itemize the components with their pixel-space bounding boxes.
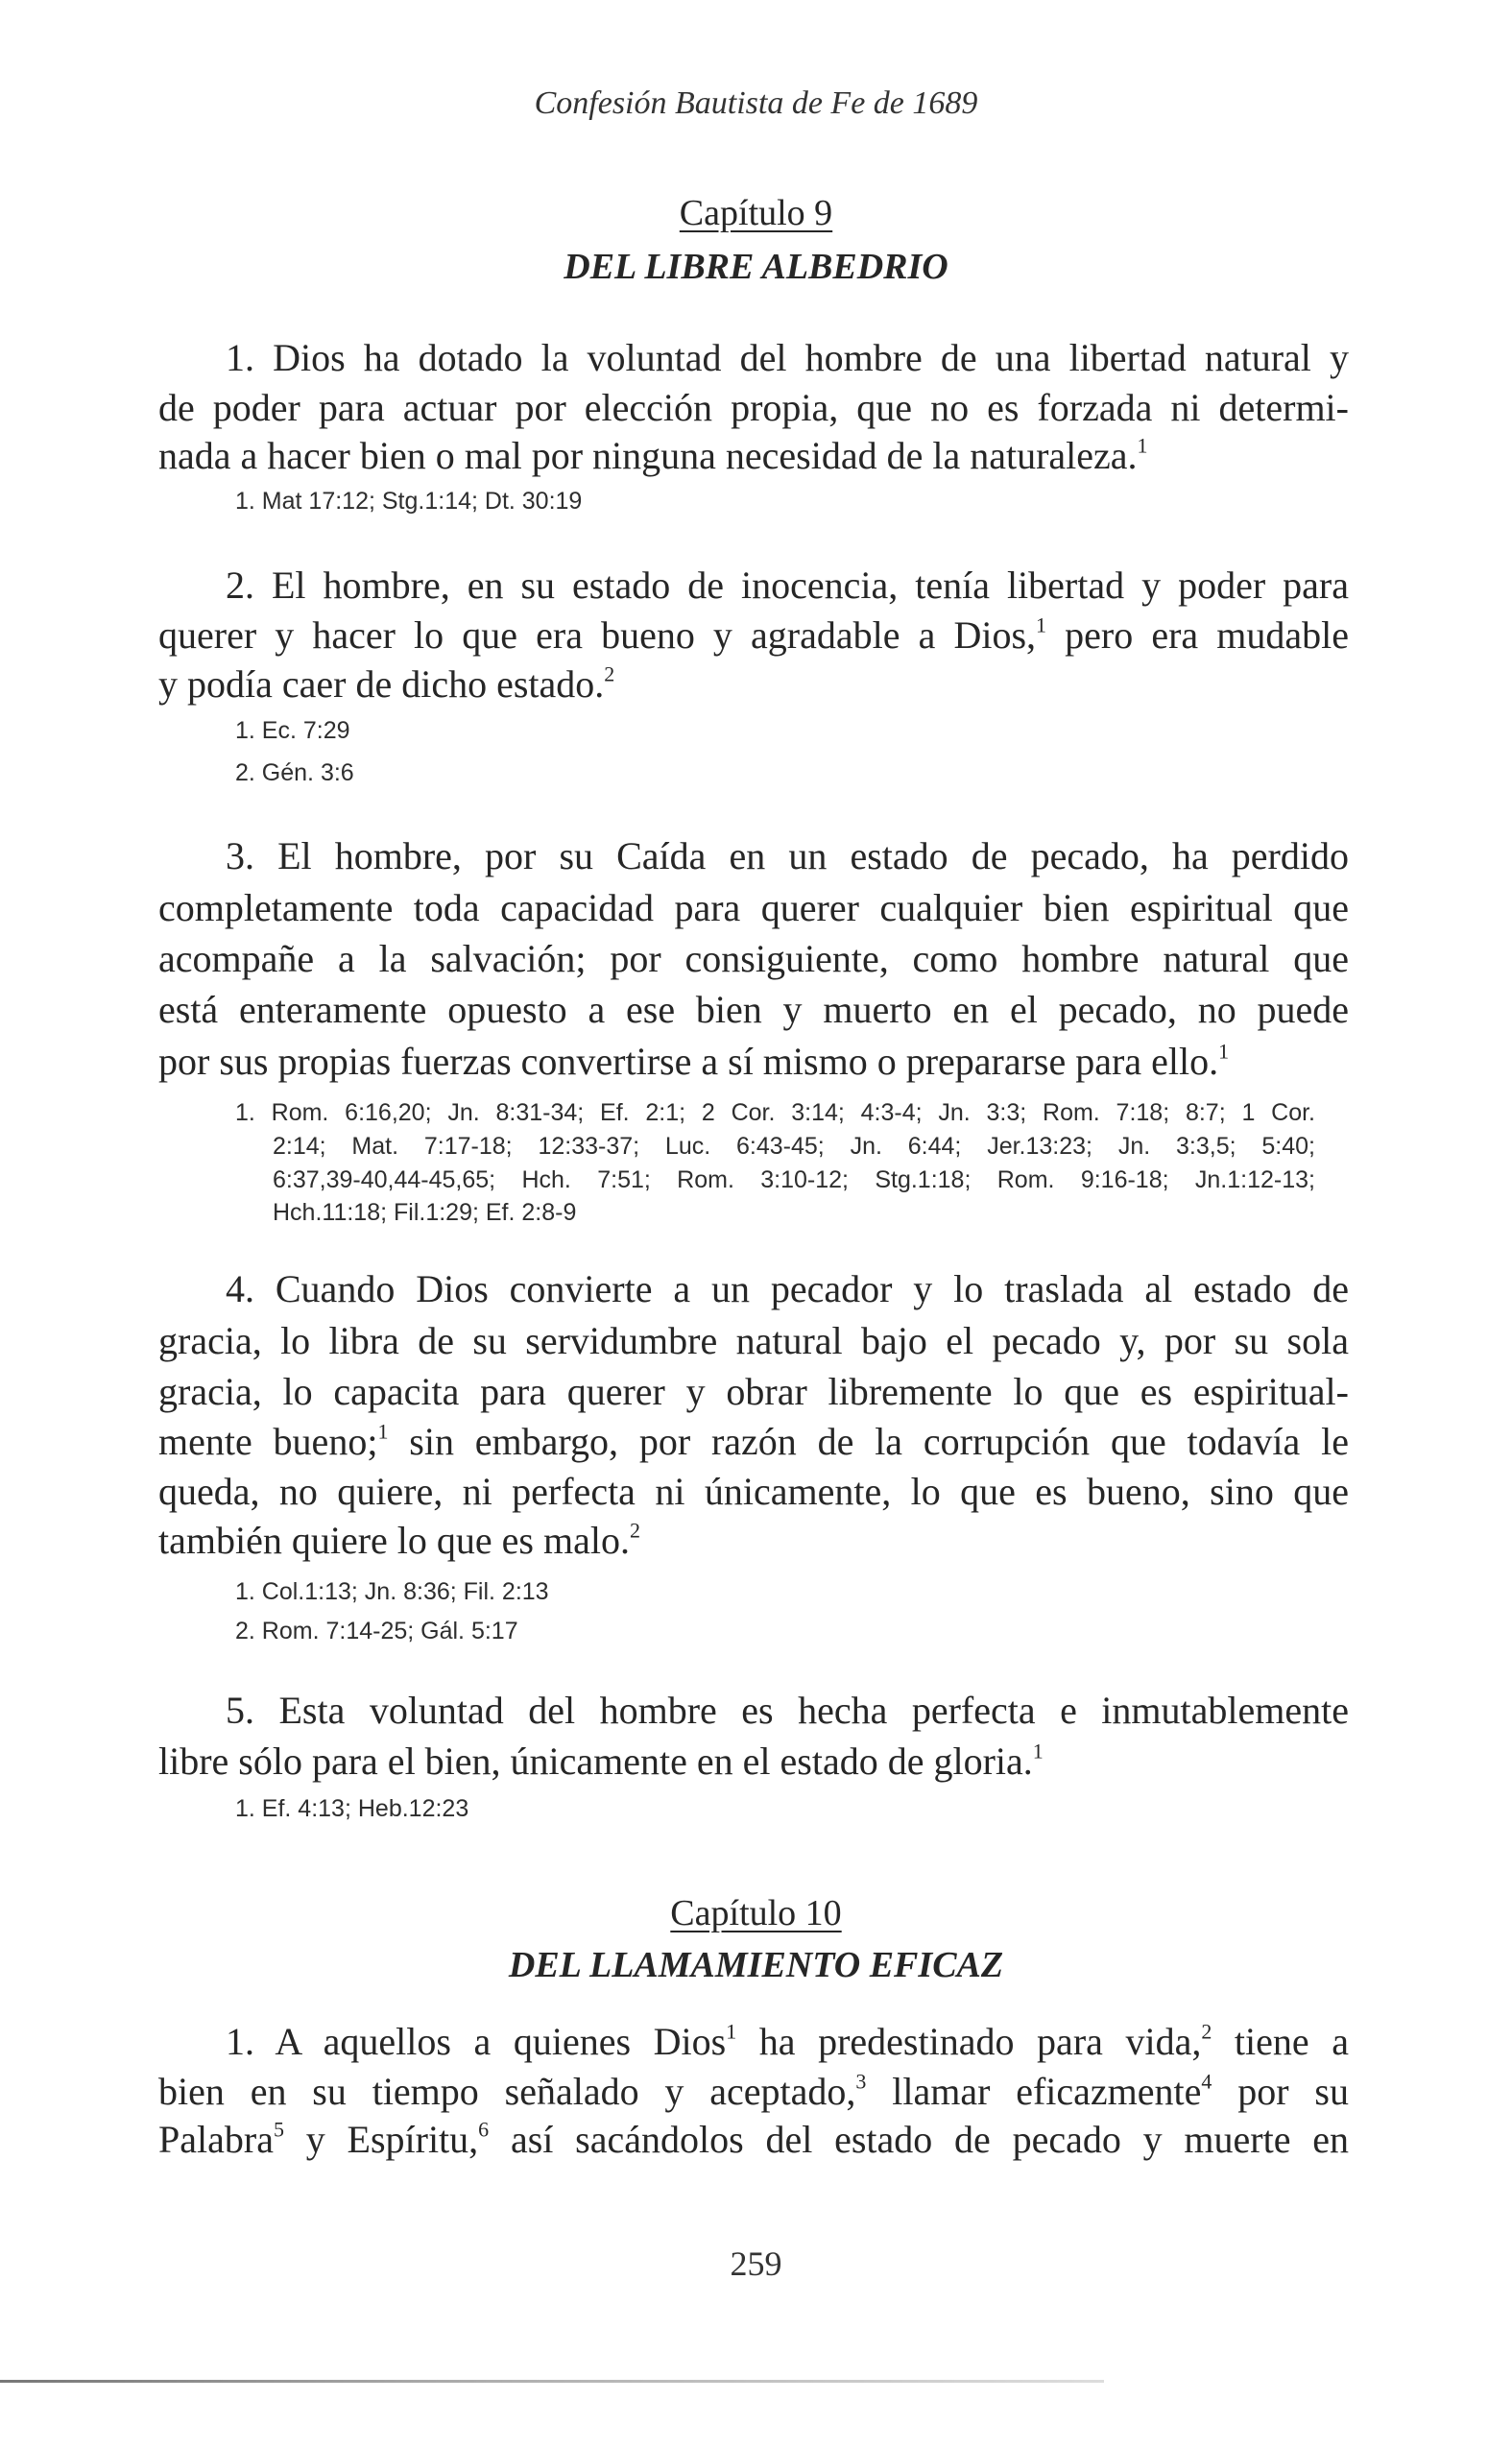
footnote-ref: 2 bbox=[629, 1518, 640, 1543]
running-header: Confesión Bautista de Fe de 1689 bbox=[534, 85, 978, 121]
footnote-line: 2:14; Mat. 7:17-18; 12:33-37; Luc. 6:43-45; Jn. 6:44; Jer.13:23; Jn. 3:3,5; 5:40; bbox=[273, 1133, 1315, 1160]
footnote-ref: 4 bbox=[1201, 2069, 1212, 2094]
footnote-line: 1. Ec. 7:29 bbox=[235, 717, 350, 744]
paragraph-line bbox=[226, 333, 1349, 383]
paragraph-line bbox=[158, 1516, 1349, 1566]
text-run: 5. Esta voluntad del hombre es hecha perfecta e inmutablemente bbox=[226, 1689, 1349, 1732]
footnote-line: 2. Gén. 3:6 bbox=[235, 759, 354, 786]
footnote-ref: 3 bbox=[855, 2069, 867, 2094]
text-run: querer y hacer lo que era bueno y agradable a Dios, bbox=[158, 613, 1037, 657]
paragraph-line bbox=[158, 383, 1349, 433]
paragraph-line bbox=[158, 1737, 1349, 1787]
paragraph-line bbox=[226, 1264, 1349, 1314]
chapter-9-title: DEL LIBRE ALBEDRIO bbox=[564, 247, 948, 287]
text-run: queda, no quiere, ni perfecta ni únicamente, lo que es bueno, sino que bbox=[158, 1470, 1349, 1513]
text-run: bien en su tiempo señalado y aceptado, bbox=[158, 2070, 856, 2113]
text-run: por sus propias fuerzas convertirse a sí mismo o prepararse para ello. bbox=[158, 1040, 1219, 1083]
footnote-ref: 6 bbox=[478, 2117, 490, 2142]
paragraph-line bbox=[158, 1417, 1349, 1467]
paragraph-line bbox=[158, 1316, 1349, 1366]
text-run: completamente toda capacidad para querer cualquier bien espiritual que bbox=[158, 886, 1349, 929]
text-run: tiene a bbox=[1212, 2020, 1349, 2063]
text-run: gracia, lo libra de su servidumbre natural bajo el pecado y, por su sola bbox=[158, 1319, 1349, 1362]
footnote-line: 2. Rom. 7:14-25; Gál. 5:17 bbox=[235, 1618, 518, 1644]
text-run: acompañe a la salvación; por consiguiente, como hombre natural que bbox=[158, 937, 1349, 980]
text-run: también quiere lo que es malo. bbox=[158, 1519, 630, 1562]
text-run: Palabra bbox=[158, 2118, 274, 2161]
paragraph-line bbox=[226, 561, 1349, 611]
footnote-ref: 1 bbox=[1218, 1039, 1230, 1064]
footnote-ref: 1 bbox=[1032, 1739, 1044, 1764]
text-run: ha predestinado para vida, bbox=[736, 2020, 1202, 2063]
paragraph-line bbox=[158, 611, 1349, 660]
footnote-line: Hch.11:18; Fil.1:29; Ef. 2:8-9 bbox=[273, 1199, 577, 1226]
footnote-line: 1. Rom. 6:16,20; Jn. 8:31-34; Ef. 2:1; 2 Cor. 3:14; 4:3-4; Jn. 3:3; Rom. 7:18; 8:7; 1 Cor. bbox=[235, 1099, 1315, 1126]
chapter-9-label: Capítulo 9 bbox=[679, 193, 833, 233]
text-run: de poder para actuar por elección propia, que no es forzada ni determi- bbox=[158, 386, 1349, 429]
paragraph-line bbox=[226, 831, 1349, 881]
footnote-ref: 1 bbox=[726, 2019, 737, 2044]
text-run: mente bueno; bbox=[158, 1420, 378, 1463]
text-run: está enteramente opuesto a ese bien y muerto en el pecado, no puede bbox=[158, 988, 1349, 1031]
paragraph-line bbox=[158, 2067, 1349, 2117]
footnote-line: 6:37,39-40,44-45,65; Hch. 7:51; Rom. 3:10-12; Stg.1:18; Rom. 9:16-18; Jn.1:12-13; bbox=[273, 1166, 1315, 1193]
paragraph-line bbox=[226, 1686, 1349, 1736]
text-run: 4. Cuando Dios convierte a un pecador y lo traslada al estado de bbox=[226, 1267, 1349, 1310]
paragraph-line bbox=[226, 2017, 1349, 2067]
text-run: gracia, lo capacita para querer y obrar libremente lo que es espiritual- bbox=[158, 1370, 1349, 1413]
paragraph-line bbox=[158, 883, 1349, 933]
text-run: libre sólo para el bien, únicamente en el estado de gloria. bbox=[158, 1740, 1033, 1783]
paragraph-line bbox=[158, 934, 1349, 984]
paragraph-line bbox=[158, 1367, 1349, 1417]
text-run: así sacándolos del estado de pecado y muerte en bbox=[489, 2118, 1349, 2161]
text-run: por su bbox=[1212, 2070, 1349, 2113]
text-run: nada a hacer bien o mal por ninguna necesidad de la naturaleza. bbox=[158, 434, 1138, 477]
chapter-10-title: DEL LLAMAMIENTO EFICAZ bbox=[508, 1945, 1004, 1985]
text-run: sin embargo, por razón de la corrupción que todavía le bbox=[388, 1420, 1349, 1463]
footnote-ref: 1 bbox=[1137, 433, 1148, 458]
footnote-ref: 1 bbox=[1036, 612, 1047, 637]
text-run: pero era mudable bbox=[1046, 613, 1349, 657]
footnote-line: 1. Mat 17:12; Stg.1:14; Dt. 30:19 bbox=[235, 488, 583, 515]
page-number: 259 bbox=[730, 2244, 782, 2283]
text-run: llamar eficazmente bbox=[866, 2070, 1202, 2113]
footnote-ref: 1 bbox=[377, 1419, 389, 1444]
text-run: 3. El hombre, por su Caída en un estado de pecado, ha perdido bbox=[226, 834, 1349, 877]
scan-edge-line bbox=[0, 2380, 1104, 2383]
footnote-ref: 2 bbox=[1201, 2019, 1212, 2044]
paragraph-line bbox=[158, 660, 1349, 709]
text-run: 2. El hombre, en su estado de inocencia, tenía libertad y poder para bbox=[226, 564, 1349, 607]
text-run: y Espíritu, bbox=[283, 2118, 479, 2161]
footnote-ref: 2 bbox=[604, 661, 615, 686]
footnote-line: 1. Ef. 4:13; Heb.12:23 bbox=[235, 1795, 469, 1822]
text-run: 1. A aquellos a quienes Dios bbox=[226, 2020, 727, 2063]
paragraph-line bbox=[158, 985, 1349, 1035]
text-run: y podía caer de dicho estado. bbox=[158, 662, 605, 706]
paragraph-line bbox=[158, 1467, 1349, 1517]
chapter-10-label: Capítulo 10 bbox=[670, 1893, 842, 1933]
footnote-ref: 5 bbox=[273, 2117, 284, 2142]
paragraph-line bbox=[158, 431, 1349, 481]
text-run: 1. Dios ha dotado la voluntad del hombre de una libertad natural y bbox=[226, 336, 1349, 379]
paragraph-line bbox=[158, 2115, 1349, 2165]
paragraph-line bbox=[158, 1037, 1349, 1087]
footnote-line: 1. Col.1:13; Jn. 8:36; Fil. 2:13 bbox=[235, 1578, 549, 1605]
